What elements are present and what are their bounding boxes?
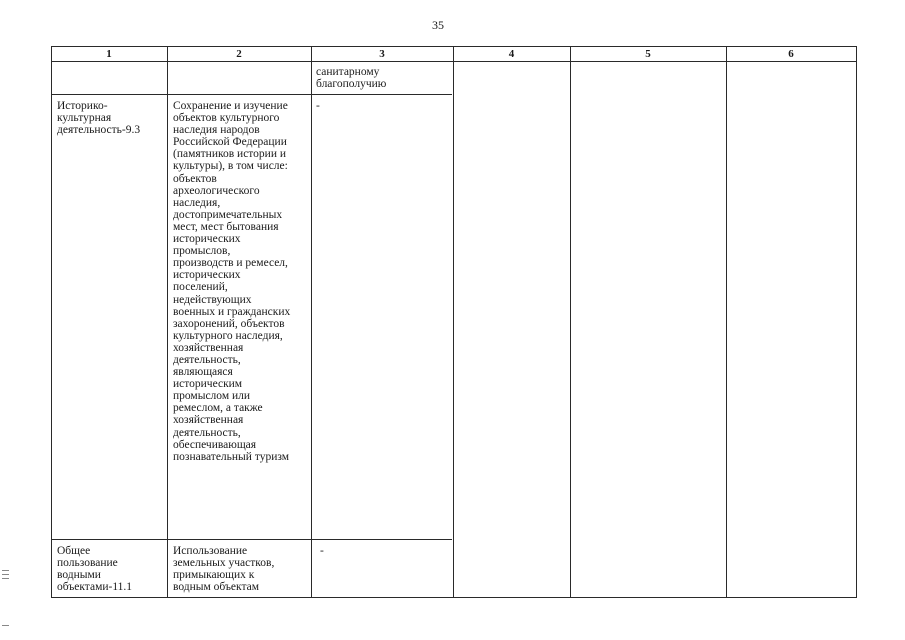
column-header-6: 6 <box>788 48 794 60</box>
table-cell-r3-c3: - <box>320 545 324 557</box>
page-number: 35 <box>432 18 444 32</box>
col-border-1 <box>167 46 168 598</box>
column-header-2: 2 <box>236 48 242 60</box>
col-border-2 <box>311 46 312 598</box>
scan-margin-mark <box>2 578 9 579</box>
column-header-4: 4 <box>508 48 515 60</box>
column-header-5: 5 <box>645 48 651 60</box>
row2-bottom-border <box>51 539 452 540</box>
row1-bottom-border <box>51 94 452 95</box>
col-border-4 <box>570 46 571 598</box>
scan-margin-mark <box>2 570 9 571</box>
column-header-1: 1 <box>106 48 112 60</box>
table-cell-r2-c3: - <box>316 100 320 112</box>
column-header-3: 3 <box>379 48 385 60</box>
scan-margin-mark <box>2 625 9 626</box>
table-cell-r1-c3: санитарному благополучию <box>316 66 387 91</box>
table-cell-r2-c1: Историко- культурная деятельность-9.3 <box>57 100 141 137</box>
table-cell-r3-c2: Использование земельных участков, примыкающих к водным объектам <box>173 545 275 594</box>
col-border-0 <box>51 46 52 598</box>
scan-margin-mark <box>2 574 9 575</box>
col-border-6 <box>856 46 857 598</box>
table-top-border <box>51 46 857 47</box>
table-cell-r2-c2: Сохранение и изучение объектов культурного наследия народов Российской Федерации (памятников истории и культуры), в том числе: объектов археологического наследия, достопримечательных мест, мест бытования исторических промыслов, производств и ремесел, исторических поселений, недействующих военных и гражданских захоронений, объектов культурного наследия, хозяйственная деятельность, являющаяся историческим промыслом или ремеслом, а также хозяйственная деятельность, обеспечивающая познавательный туризм <box>173 100 291 463</box>
table-bottom-border <box>51 597 857 598</box>
col-border-3 <box>453 46 454 598</box>
col-border-5 <box>726 46 727 598</box>
table-cell-r3-c1: Общее пользование водными объектами-11.1 <box>57 545 133 594</box>
